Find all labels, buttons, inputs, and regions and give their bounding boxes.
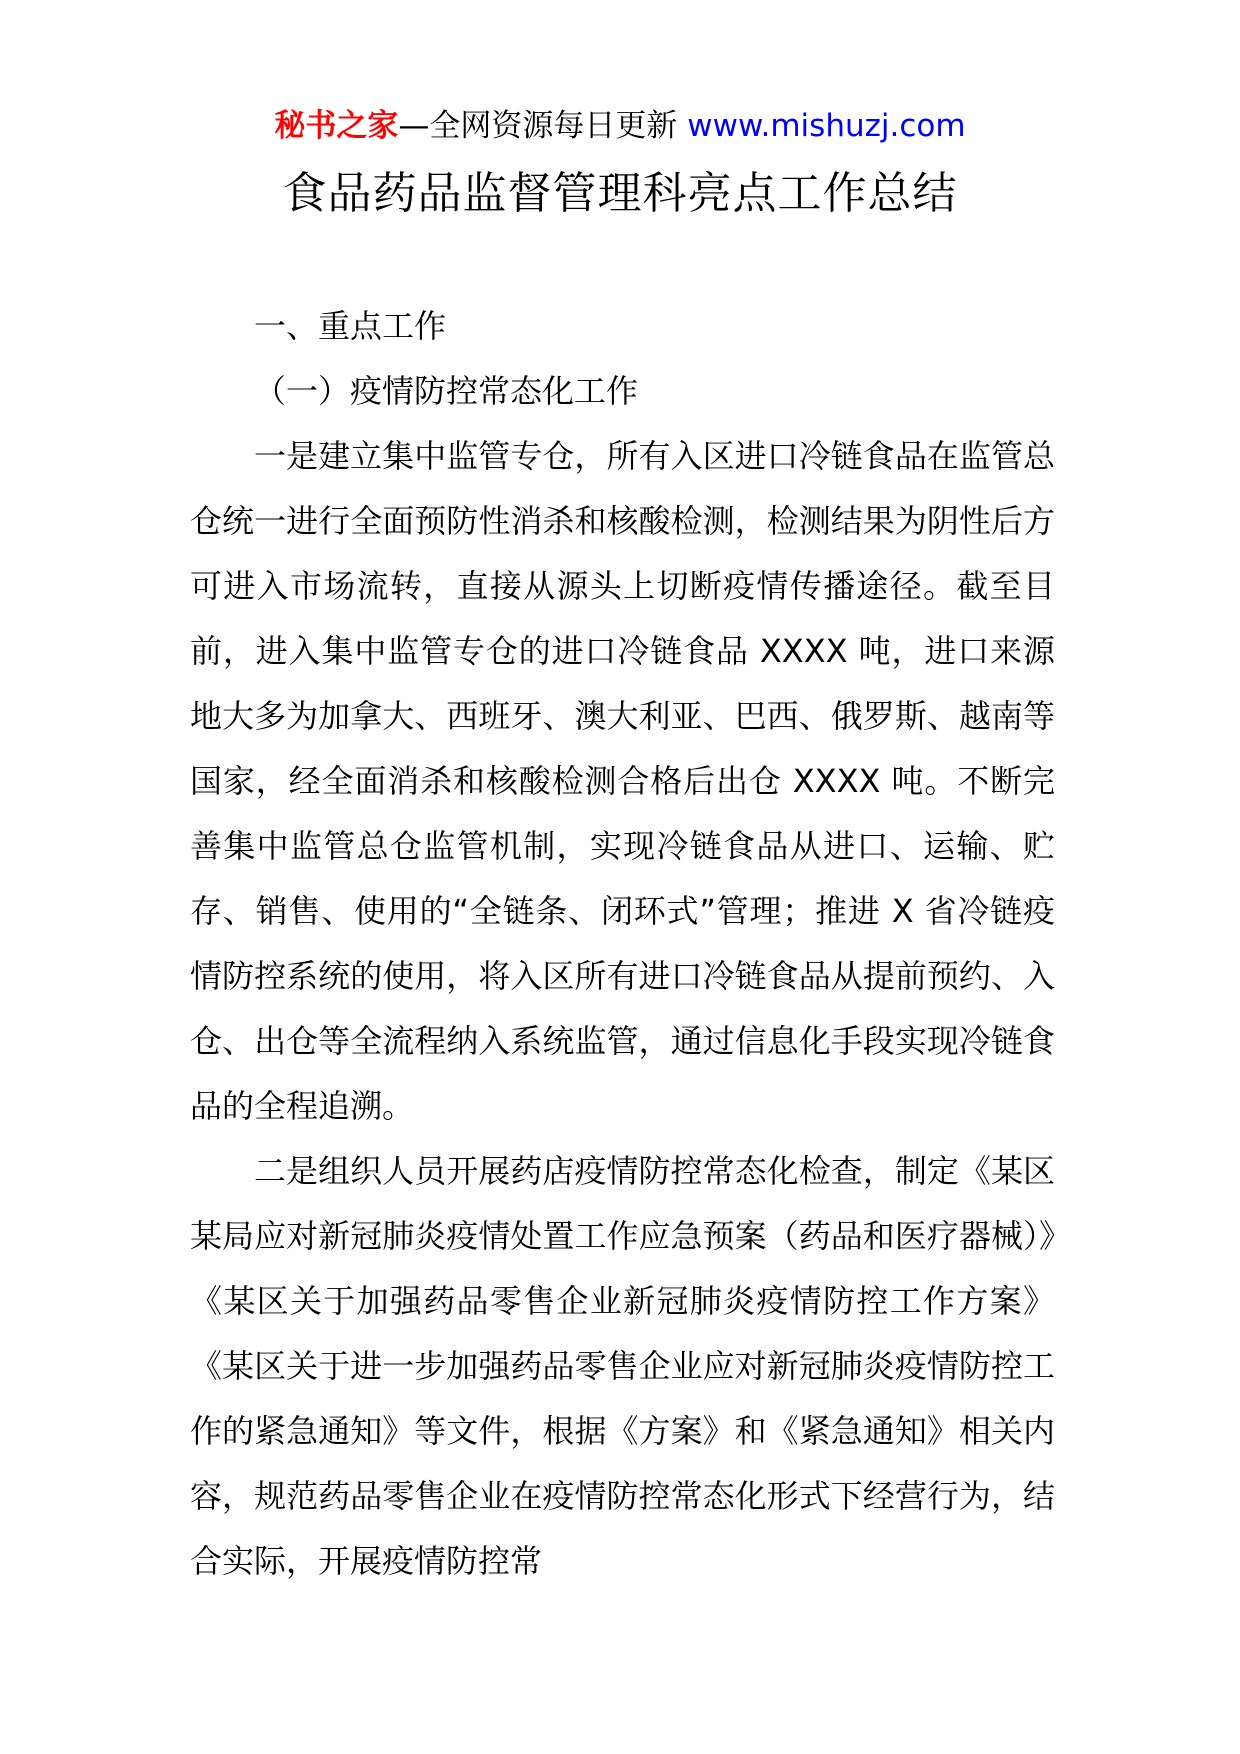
section-heading: 一、重点工作 (254, 307, 447, 345)
body-paragraph: 一是建立集中监管专仓，所有入区进口冷链食品在监管总仓统一进行全面预防性消杀和核酸检测，检测结果为阴性后方可进入市场流转，直接从源头上切断疫情传播途径。截至目前，进入集中监管专仓的进口冷链食品 XXXX 吨，进口来源地大多为加拿大、西班牙、澳大利亚、巴西、俄罗斯、越南等国家，经全面消杀和核酸检测合格后出仓 XXXX 吨。不断完善集中监管总仓监管机制，实现冷链食品从进口、运输、贮存、销售、使用的“全链条、闭环式”管理；推进 X 省冷链疫情防控系统的使用，将入区所有进口冷链食品从提前预约、入仓、出仓等全流程纳入系统监管，通过信息化手段实现冷链食品的全程追溯。 (190, 437, 1055, 1125)
subsection-heading: （一）疫情防控常态化工作 (254, 372, 639, 410)
site-tagline: —全网资源每日更新 (398, 108, 688, 144)
site-header (0, 104, 1240, 148)
brand-name: 秘书之家 (274, 108, 399, 144)
document-title: 食品药品监督管理科亮点工作总结 (282, 168, 958, 219)
body-paragraph: 二是组织人员开展药店疫情防控常态化检查，制定《某区某局应对新冠肺炎疫情处置工作应急预案（药品和医疗器械）》《某区关于加强药品零售企业新冠肺炎疫情防控工作方案》《某区关于进一步加强药品零售企业应对新冠肺炎疫情防控工作的紧急通知》等文件，根据《方案》和《紧急通知》相关内容，规范药品零售企业在疫情防控常态化形式下经营行为，结合实际，开展疫情防控常 (190, 1152, 1055, 1580)
document-body (190, 294, 1055, 1594)
site-url-link[interactable]: www.mishuzj.com (687, 108, 966, 144)
